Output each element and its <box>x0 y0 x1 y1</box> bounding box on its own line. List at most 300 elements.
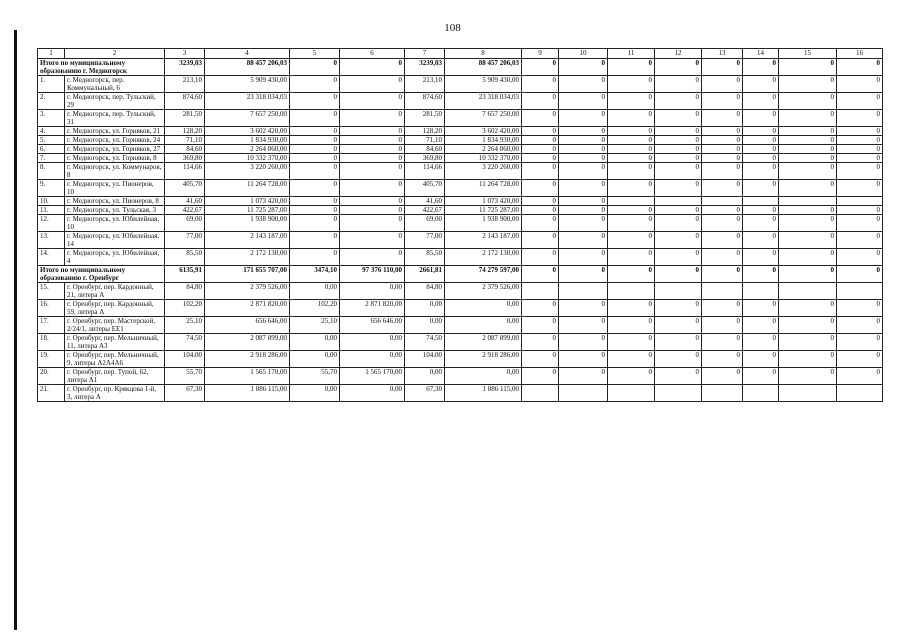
value-cell: 2 143 187,00 <box>445 232 522 249</box>
row-number: 11. <box>38 206 65 215</box>
value-cell: 0,00 <box>445 368 522 385</box>
value-cell: 74 279 597,00 <box>445 266 522 283</box>
value-cell: 0 <box>779 76 837 93</box>
row-number: 16. <box>38 300 65 317</box>
value-cell: 0 <box>702 93 743 110</box>
row-number: 17. <box>38 317 65 334</box>
value-cell: 0 <box>655 110 702 127</box>
value-cell: 84,80 <box>165 283 205 300</box>
value-cell: 0 <box>743 93 779 110</box>
value-cell: 0 <box>655 300 702 317</box>
value-cell: 0 <box>837 368 883 385</box>
table-row <box>38 145 883 154</box>
table-row <box>38 351 883 368</box>
total-label: Итого по муниципальному образованию г. Оренбург <box>38 266 165 283</box>
value-cell: 0 <box>522 93 559 110</box>
value-cell: 0 <box>290 136 340 145</box>
value-cell: 0 <box>837 351 883 368</box>
value-cell: 0 <box>655 351 702 368</box>
value-cell: 23 318 034,03 <box>205 93 290 110</box>
table-row <box>38 385 883 402</box>
value-cell: 3 220 260,00 <box>445 163 522 180</box>
value-cell: 0 <box>779 180 837 197</box>
column-number: 9 <box>522 49 559 59</box>
value-cell: 55,70 <box>290 368 340 385</box>
value-cell: 74,50 <box>405 334 445 351</box>
value-cell: 171 655 707,00 <box>205 266 290 283</box>
value-cell: 84,80 <box>405 283 445 300</box>
value-cell: 405,70 <box>165 180 205 197</box>
address-cell: г. Оренбург, пер. Мастерской, 2/24/1, литеры ЕЕ1 <box>65 317 165 334</box>
value-cell: 422,67 <box>165 206 205 215</box>
value-cell: 0 <box>837 215 883 232</box>
value-cell: 2661,81 <box>405 266 445 283</box>
value-cell: 0 <box>702 249 743 266</box>
column-number: 14 <box>743 49 779 59</box>
value-cell: 1 938 900,00 <box>445 215 522 232</box>
value-cell: 0 <box>837 59 883 76</box>
value-cell: 0 <box>655 163 702 180</box>
table-row <box>38 136 883 145</box>
value-cell: 2 143 187,00 <box>205 232 290 249</box>
row-number: 15. <box>38 283 65 300</box>
value-cell: 0,00 <box>340 334 405 351</box>
value-cell: 0 <box>655 180 702 197</box>
value-cell: 0 <box>702 127 743 136</box>
value-cell: 7 657 250,00 <box>445 110 522 127</box>
address-cell: г. Медногорск, ул. Юбилейная, 10 <box>65 215 165 232</box>
value-cell: 0 <box>743 249 779 266</box>
value-cell: 656 646,00 <box>205 317 290 334</box>
value-cell: 0 <box>779 317 837 334</box>
value-cell: 0 <box>522 59 559 76</box>
table-row <box>38 180 883 197</box>
value-cell: 3239,03 <box>405 59 445 76</box>
value-cell: 0 <box>655 127 702 136</box>
value-cell: 0 <box>702 232 743 249</box>
value-cell: 874,60 <box>165 93 205 110</box>
value-cell: 0 <box>655 215 702 232</box>
value-cell: 0 <box>655 76 702 93</box>
table-row <box>38 300 883 317</box>
value-cell: 0 <box>837 300 883 317</box>
value-cell: 0 <box>290 232 340 249</box>
value-cell: 0 <box>743 59 779 76</box>
value-cell: 2 918 286,00 <box>445 351 522 368</box>
value-cell: 0 <box>522 197 559 206</box>
value-cell: 0 <box>522 76 559 93</box>
value-cell: 0 <box>608 351 655 368</box>
value-cell: 0 <box>655 154 702 163</box>
value-cell: 0 <box>522 266 559 283</box>
value-cell: 0 <box>837 232 883 249</box>
value-cell: 0 <box>608 163 655 180</box>
row-number: 18. <box>38 334 65 351</box>
value-cell: 0 <box>702 215 743 232</box>
value-cell: 0 <box>837 266 883 283</box>
value-cell: 1 886 115,00 <box>205 385 290 402</box>
value-cell: 0 <box>655 206 702 215</box>
value-cell: 0 <box>608 215 655 232</box>
value-cell: 874,60 <box>405 93 445 110</box>
value-cell: 0 <box>608 232 655 249</box>
value-cell <box>655 197 702 206</box>
address-cell: г. Оренбург, пер. Кардонный, 59, литера А <box>65 300 165 317</box>
value-cell: 2 379 526,00 <box>205 283 290 300</box>
value-cell: 0 <box>779 368 837 385</box>
value-cell: 0 <box>779 215 837 232</box>
address-cell: г. Медногорск, ул. Горняков, 24 <box>65 136 165 145</box>
value-cell: 0 <box>779 232 837 249</box>
value-cell: 0 <box>743 127 779 136</box>
value-cell: 0 <box>290 180 340 197</box>
value-cell: 55,70 <box>165 368 205 385</box>
value-cell: 0 <box>522 232 559 249</box>
value-cell: 104,00 <box>165 351 205 368</box>
row-number: 9. <box>38 180 65 197</box>
table-row <box>38 249 883 266</box>
value-cell: 0 <box>702 145 743 154</box>
address-cell: г. Медногорск, ул. Горняков, 27 <box>65 145 165 154</box>
row-number: 12. <box>38 215 65 232</box>
value-cell: 0,00 <box>405 317 445 334</box>
value-cell: 0 <box>340 154 405 163</box>
value-cell: 5 909 430,00 <box>445 76 522 93</box>
value-cell: 104,00 <box>405 351 445 368</box>
value-cell: 0,00 <box>290 385 340 402</box>
value-cell: 0 <box>837 145 883 154</box>
value-cell: 25,10 <box>165 317 205 334</box>
value-cell: 0 <box>655 136 702 145</box>
value-cell: 10 332 370,00 <box>205 154 290 163</box>
value-cell: 84,60 <box>165 145 205 154</box>
value-cell: 0 <box>340 145 405 154</box>
value-cell <box>702 283 743 300</box>
value-cell: 0 <box>522 110 559 127</box>
value-cell <box>779 197 837 206</box>
value-cell: 77,00 <box>165 232 205 249</box>
value-cell <box>743 283 779 300</box>
value-cell: 1 938 900,00 <box>205 215 290 232</box>
value-cell: 0 <box>290 110 340 127</box>
value-cell: 2 264 860,00 <box>445 145 522 154</box>
value-cell: 0 <box>779 154 837 163</box>
value-cell: 0 <box>608 76 655 93</box>
value-cell: 0 <box>340 249 405 266</box>
table-row <box>38 93 883 110</box>
value-cell: 0 <box>837 317 883 334</box>
value-cell: 0 <box>559 266 608 283</box>
value-cell <box>837 197 883 206</box>
value-cell: 281,50 <box>405 110 445 127</box>
column-number: 13 <box>702 49 743 59</box>
value-cell: 0 <box>608 300 655 317</box>
value-cell: 0 <box>608 145 655 154</box>
value-cell: 0 <box>559 76 608 93</box>
value-cell: 0 <box>837 249 883 266</box>
column-number: 3 <box>165 49 205 59</box>
table-row <box>38 127 883 136</box>
table-row <box>38 283 883 300</box>
value-cell: 0 <box>290 76 340 93</box>
value-cell: 0 <box>522 180 559 197</box>
value-cell: 0 <box>837 163 883 180</box>
address-cell: г. Медногорск, ул. Коммунаров, 8 <box>65 163 165 180</box>
address-cell: г. Медногорск, пер. Тульский, 29 <box>65 93 165 110</box>
value-cell: 0 <box>522 154 559 163</box>
value-cell: 0 <box>340 206 405 215</box>
value-cell: 2 379 526,00 <box>445 283 522 300</box>
value-cell: 71,10 <box>405 136 445 145</box>
value-cell: 0 <box>608 180 655 197</box>
value-cell: 0 <box>608 266 655 283</box>
value-cell: 0 <box>340 215 405 232</box>
value-cell: 0 <box>779 206 837 215</box>
value-cell: 0 <box>559 300 608 317</box>
value-cell: 0 <box>290 215 340 232</box>
value-cell: 128,20 <box>405 127 445 136</box>
value-cell: 0 <box>837 93 883 110</box>
value-cell: 88 457 206,03 <box>205 59 290 76</box>
value-cell: 0 <box>702 206 743 215</box>
value-cell: 0,00 <box>290 351 340 368</box>
table-row <box>38 334 883 351</box>
binding-bar <box>14 30 17 630</box>
value-cell <box>779 283 837 300</box>
value-cell: 0 <box>743 300 779 317</box>
value-cell: 369,80 <box>405 154 445 163</box>
value-cell: 0 <box>743 317 779 334</box>
value-cell: 0,00 <box>340 385 405 402</box>
value-cell: 0 <box>743 154 779 163</box>
value-cell <box>608 283 655 300</box>
value-cell: 0 <box>522 334 559 351</box>
table-row <box>38 368 883 385</box>
value-cell: 88 457 206,03 <box>445 59 522 76</box>
value-cell: 0 <box>743 136 779 145</box>
value-cell: 0 <box>559 180 608 197</box>
value-cell: 0 <box>655 266 702 283</box>
value-cell: 0 <box>340 127 405 136</box>
value-cell: 2 871 820,00 <box>205 300 290 317</box>
value-cell: 0 <box>743 180 779 197</box>
value-cell: 1 565 170,00 <box>205 368 290 385</box>
row-number: 5. <box>38 136 65 145</box>
value-cell: 69,00 <box>165 215 205 232</box>
value-cell: 0 <box>522 206 559 215</box>
table-row <box>38 215 883 232</box>
value-cell: 97 376 110,00 <box>340 266 405 283</box>
value-cell: 5 909 430,00 <box>205 76 290 93</box>
value-cell: 1 886 115,00 <box>445 385 522 402</box>
address-cell: г. Оренбург, пер. Тупой, 62, литера А1 <box>65 368 165 385</box>
value-cell: 7 657 250,00 <box>205 110 290 127</box>
value-cell: 0 <box>779 127 837 136</box>
value-cell: 0 <box>290 145 340 154</box>
value-cell: 0 <box>559 334 608 351</box>
value-cell: 3 220 260,00 <box>205 163 290 180</box>
value-cell: 0 <box>559 136 608 145</box>
value-cell: 0 <box>608 59 655 76</box>
column-number: 10 <box>559 49 608 59</box>
value-cell: 102,20 <box>165 300 205 317</box>
address-cell: г. Медногорск, ул. Пионеров, 8 <box>65 197 165 206</box>
value-cell: 114,66 <box>165 163 205 180</box>
value-cell: 0 <box>290 163 340 180</box>
value-cell: 0 <box>522 136 559 145</box>
value-cell: 0 <box>655 232 702 249</box>
value-cell <box>743 385 779 402</box>
value-cell: 0 <box>522 127 559 136</box>
value-cell: 369,80 <box>165 154 205 163</box>
address-cell: г. Оренбург, пер. Мельничный, 9, литеры А2А4А6 <box>65 351 165 368</box>
value-cell: 0 <box>340 163 405 180</box>
value-cell: 0 <box>340 76 405 93</box>
value-cell: 0 <box>522 351 559 368</box>
column-number: 1 <box>38 49 65 59</box>
value-cell: 0 <box>702 154 743 163</box>
value-cell: 0 <box>655 334 702 351</box>
row-number: 14. <box>38 249 65 266</box>
value-cell: 85,50 <box>165 249 205 266</box>
value-cell: 0 <box>743 266 779 283</box>
value-cell: 0 <box>779 110 837 127</box>
value-cell: 1 565 170,00 <box>340 368 405 385</box>
value-cell: 213,10 <box>405 76 445 93</box>
value-cell: 0 <box>837 154 883 163</box>
value-cell: 0 <box>779 163 837 180</box>
value-cell: 0 <box>559 317 608 334</box>
row-number: 8. <box>38 163 65 180</box>
value-cell: 67,30 <box>165 385 205 402</box>
value-cell: 0 <box>655 145 702 154</box>
value-cell <box>522 385 559 402</box>
value-cell: 0 <box>743 351 779 368</box>
value-cell: 0 <box>608 127 655 136</box>
value-cell: 0 <box>702 351 743 368</box>
row-number: 3. <box>38 110 65 127</box>
value-cell <box>837 283 883 300</box>
value-cell: 0 <box>608 154 655 163</box>
value-cell: 0 <box>702 368 743 385</box>
value-cell: 41,60 <box>165 197 205 206</box>
value-cell: 0 <box>340 180 405 197</box>
value-cell: 405,70 <box>405 180 445 197</box>
value-cell: 0 <box>522 300 559 317</box>
row-number: 6. <box>38 145 65 154</box>
value-cell: 25,10 <box>290 317 340 334</box>
column-number: 7 <box>405 49 445 59</box>
value-cell: 0 <box>779 334 837 351</box>
value-cell: 0,00 <box>445 300 522 317</box>
value-cell: 2 264 860,00 <box>205 145 290 154</box>
address-cell: г. Оренбург, пр. Крякцова 1-й, 3, литера А <box>65 385 165 402</box>
value-cell: 3239,03 <box>165 59 205 76</box>
value-cell: 0 <box>702 266 743 283</box>
value-cell: 0 <box>837 110 883 127</box>
value-cell: 2 172 130,00 <box>205 249 290 266</box>
value-cell: 0 <box>608 368 655 385</box>
row-number: 4. <box>38 127 65 136</box>
value-cell <box>655 385 702 402</box>
table-row <box>38 76 883 93</box>
row-number: 2. <box>38 93 65 110</box>
value-cell: 0 <box>655 249 702 266</box>
address-cell: г. Медногорск, ул. Горняков, 8 <box>65 154 165 163</box>
row-number: 1. <box>38 76 65 93</box>
column-number: 2 <box>65 49 165 59</box>
value-cell <box>559 283 608 300</box>
table-row <box>38 206 883 215</box>
page-number: 108 <box>444 22 461 34</box>
value-cell: 0 <box>837 334 883 351</box>
value-cell: 0 <box>702 76 743 93</box>
value-cell <box>837 385 883 402</box>
value-cell: 0 <box>702 300 743 317</box>
column-number-row <box>38 49 883 59</box>
value-cell: 0 <box>779 145 837 154</box>
value-cell: 0,00 <box>340 283 405 300</box>
value-cell: 0 <box>779 249 837 266</box>
total-row <box>38 59 883 76</box>
value-cell: 1 834 930,00 <box>445 136 522 145</box>
table-row <box>38 317 883 334</box>
value-cell: 0 <box>290 154 340 163</box>
column-number: 15 <box>779 49 837 59</box>
value-cell: 0 <box>702 110 743 127</box>
value-cell: 0 <box>522 163 559 180</box>
value-cell: 71,10 <box>165 136 205 145</box>
value-cell: 2 087 899,00 <box>205 334 290 351</box>
column-number: 16 <box>837 49 883 59</box>
value-cell: 0 <box>779 59 837 76</box>
value-cell: 0 <box>608 334 655 351</box>
value-cell: 6135,91 <box>165 266 205 283</box>
value-cell: 0,00 <box>445 317 522 334</box>
value-cell <box>702 385 743 402</box>
value-cell: 0 <box>522 215 559 232</box>
address-cell: г. Медногорск, ул. Тульская, 3 <box>65 206 165 215</box>
value-cell: 0,00 <box>290 334 340 351</box>
value-cell <box>522 283 559 300</box>
value-cell: 128,20 <box>165 127 205 136</box>
value-cell: 0 <box>743 145 779 154</box>
value-cell: 0 <box>340 93 405 110</box>
value-cell: 11 725 287,00 <box>445 206 522 215</box>
value-cell: 0 <box>559 154 608 163</box>
value-cell: 0 <box>608 206 655 215</box>
value-cell: 0 <box>655 59 702 76</box>
value-cell <box>655 283 702 300</box>
value-cell: 11 264 728,00 <box>205 180 290 197</box>
value-cell: 0 <box>608 136 655 145</box>
value-cell: 0 <box>702 136 743 145</box>
value-cell <box>608 385 655 402</box>
value-cell: 74,50 <box>165 334 205 351</box>
value-cell: 1 073 420,00 <box>205 197 290 206</box>
value-cell: 0 <box>290 197 340 206</box>
address-cell: г. Медногорск, ул. Юбилейная, 4 <box>65 249 165 266</box>
value-cell: 0 <box>743 334 779 351</box>
value-cell: 0 <box>559 351 608 368</box>
column-number: 11 <box>608 49 655 59</box>
value-cell: 281,50 <box>165 110 205 127</box>
value-cell: 0 <box>779 136 837 145</box>
value-cell: 0 <box>290 249 340 266</box>
value-cell: 0 <box>702 180 743 197</box>
value-cell: 0 <box>559 110 608 127</box>
value-cell: 0 <box>608 317 655 334</box>
